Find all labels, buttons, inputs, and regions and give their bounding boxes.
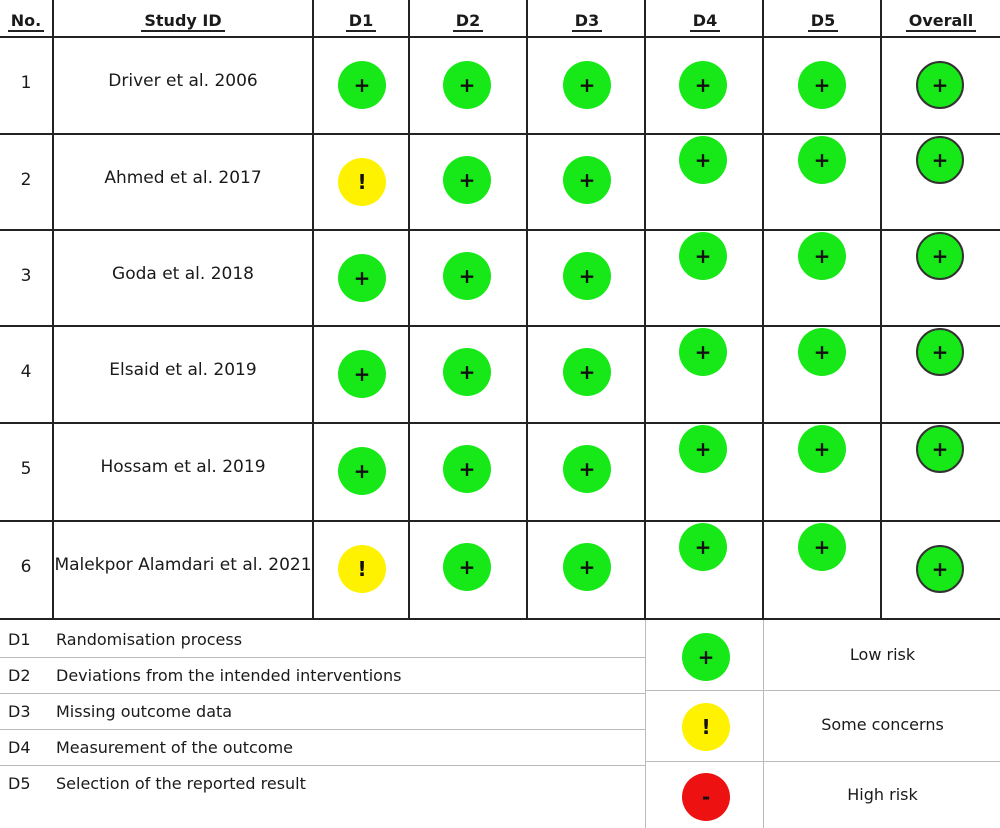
study-id: Goda et al. 2018: [112, 263, 254, 284]
grid-column-line: [644, 0, 646, 620]
grid-row-line: [0, 618, 1000, 620]
rating-d2-icon: +: [443, 156, 491, 204]
rating-d5-icon: +: [798, 523, 846, 571]
grid-row-line: [0, 325, 1000, 327]
rating-d1-icon: !: [338, 158, 386, 206]
rating-d1-icon: !: [338, 545, 386, 593]
header-no: No.: [0, 10, 52, 34]
grid-column-line: [408, 0, 410, 620]
grid-column-line: [526, 0, 528, 620]
header-d4: D4: [646, 10, 764, 34]
header-d3: D3: [528, 10, 646, 34]
study-number: 5: [20, 458, 32, 479]
grid-row-line: [0, 36, 1000, 38]
rating-d2-icon: +: [443, 252, 491, 300]
rating-d2-icon: +: [443, 61, 491, 109]
rating-d4-icon: +: [679, 425, 727, 473]
grid-row-line: [0, 133, 1000, 135]
rating-overall-icon: +: [916, 545, 964, 593]
legend-high-icon: -: [682, 773, 730, 821]
rating-d1-icon: +: [338, 254, 386, 302]
legend-domain-row: [0, 658, 645, 694]
header-overall: Overall: [882, 10, 1000, 34]
study-id: Driver et al. 2006: [108, 70, 258, 91]
study-number: 4: [20, 361, 32, 382]
rating-d3-icon: +: [563, 156, 611, 204]
header-d2: D2: [410, 10, 526, 34]
legend-some-icon: !: [682, 703, 730, 751]
legend-domain-row: [0, 694, 645, 730]
study-id: Hossam et al. 2019: [100, 456, 266, 477]
legend-domain-text: Deviations from the intended interventions: [56, 666, 402, 685]
legend-key-divider: [645, 620, 646, 828]
legend-domain-code: D4: [8, 738, 31, 757]
rating-d5-icon: +: [798, 136, 846, 184]
rating-d5-icon: +: [798, 61, 846, 109]
legend-judgement-label: Some concerns: [821, 715, 944, 734]
rating-d4-icon: +: [679, 136, 727, 184]
rating-d3-icon: +: [563, 543, 611, 591]
rating-d2-icon: +: [443, 445, 491, 493]
legend-key-divider: [645, 761, 1000, 762]
rating-overall-icon: +: [916, 136, 964, 184]
header-d1: D1: [314, 10, 408, 34]
study-id: Elsaid et al. 2019: [109, 359, 257, 380]
legend-domain-code: D3: [8, 702, 31, 721]
grid-column-line: [52, 0, 54, 620]
rating-d4-icon: +: [679, 61, 727, 109]
header-d5: D5: [764, 10, 882, 34]
grid-column-line: [762, 0, 764, 620]
legend-domain-text: Selection of the reported result: [56, 774, 306, 793]
legend-domain-row: [0, 766, 645, 802]
legend-domain-code: D2: [8, 666, 31, 685]
rating-d1-icon: +: [338, 350, 386, 398]
header-study-id: Study ID: [54, 10, 312, 34]
legend-key-divider: [763, 620, 764, 828]
legend-domain-text: Randomisation process: [56, 630, 243, 649]
rating-d4-icon: +: [679, 328, 727, 376]
legend-domain-text: Missing outcome data: [56, 702, 233, 721]
legend-judgement-label: Low risk: [849, 645, 916, 664]
legend-key-divider: [645, 690, 1000, 691]
study-number: 6: [20, 556, 32, 577]
grid-column-line: [312, 0, 314, 620]
grid-column-line: [880, 0, 882, 620]
grid-row-line: [0, 422, 1000, 424]
rating-d2-icon: +: [443, 348, 491, 396]
rating-d3-icon: +: [563, 252, 611, 300]
rating-overall-icon: +: [916, 328, 964, 376]
grid-row-line: [0, 229, 1000, 231]
rating-overall-icon: +: [916, 61, 964, 109]
study-id: Ahmed et al. 2017: [104, 167, 262, 188]
study-number: 2: [20, 169, 32, 190]
rating-d3-icon: +: [563, 348, 611, 396]
rating-d1-icon: +: [338, 61, 386, 109]
rating-overall-icon: +: [916, 232, 964, 280]
rating-d4-icon: +: [679, 232, 727, 280]
rating-d3-icon: +: [563, 445, 611, 493]
rating-d2-icon: +: [443, 543, 491, 591]
legend-domain-code: D1: [8, 630, 31, 649]
grid-row-line: [0, 520, 1000, 522]
rating-d5-icon: +: [798, 232, 846, 280]
study-id: Malekpor Alamdari et al. 2021: [54, 554, 312, 575]
legend-domain-row: [0, 622, 645, 658]
legend-judgement-label: High risk: [847, 785, 918, 804]
rating-d3-icon: +: [563, 61, 611, 109]
study-number: 1: [20, 72, 32, 93]
legend-domain-row: [0, 730, 645, 766]
rating-d5-icon: +: [798, 328, 846, 376]
legend-low-icon: +: [682, 633, 730, 681]
study-number: 3: [20, 265, 32, 286]
legend-domain-text: Measurement of the outcome: [56, 738, 293, 757]
rating-d5-icon: +: [798, 425, 846, 473]
rating-d4-icon: +: [679, 523, 727, 571]
rating-overall-icon: +: [916, 425, 964, 473]
rating-d1-icon: +: [338, 447, 386, 495]
legend-domain-code: D5: [8, 774, 31, 793]
